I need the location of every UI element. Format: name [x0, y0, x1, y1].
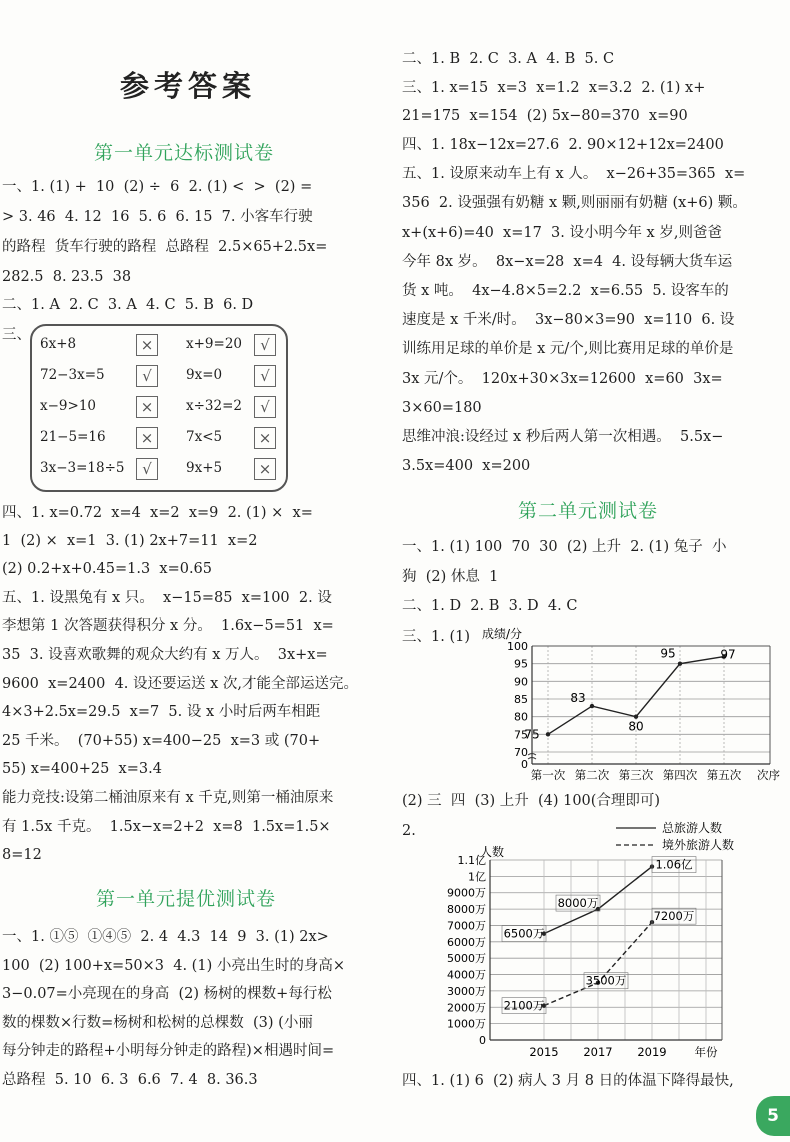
question-label: 2.: [402, 823, 416, 839]
y-tick-label: 80: [514, 710, 528, 724]
y-tick-label: 1000万: [447, 1017, 486, 1031]
x-tick-label: 第三次: [618, 768, 654, 782]
x-tick-label: 2017: [583, 1045, 613, 1059]
text-line: 的路程 货车行驶的路程 总路程 2.5×65+2.5x=: [2, 239, 328, 255]
text-line: 8=12: [2, 847, 42, 863]
text-line: 三、1. x=15 x=3 x=1.2 x=3.2 2. (1) x+: [402, 80, 706, 96]
data-label: 2100万: [503, 998, 545, 1013]
text-line: 四、1. 18x−12x=27.6 2. 90×12+12x=2400: [402, 137, 724, 153]
legend-label: 总旅游人数: [662, 821, 723, 835]
equation: x÷32=2: [186, 398, 243, 414]
data-label: 83: [570, 691, 586, 706]
y-tick-label: 5000万: [447, 952, 486, 966]
text-line: 282.5 8. 23.5 38: [2, 269, 132, 285]
equation: 21−5=16: [40, 429, 106, 445]
y-tick-label: 75: [514, 728, 528, 742]
data-label: 7200万: [653, 909, 695, 924]
mark-box: ×: [136, 396, 158, 418]
text-line: 能力竞技:设第二桶油原来有 x 千克,则第一桶油原来: [2, 790, 334, 806]
text-line: 五、1. 设原来动车上有 x 人。 x−26+35=365 x=: [402, 166, 746, 182]
text-line: 100 (2) 100+x=50×3 4. (1) 小亮出生时的身高×: [2, 958, 345, 974]
mark-box: √: [254, 396, 276, 418]
section-title-unit1-advanced: 第一单元提优测试卷: [96, 888, 277, 910]
data-label: 8000万: [557, 896, 599, 911]
section-label: 三、: [2, 327, 31, 343]
text-line: 356 2. 设强强有奶糖 x 颗,则丽丽有奶糖 (x+6) 颗。: [402, 195, 747, 211]
equation: x−9>10: [40, 398, 97, 414]
data-label: 95: [660, 646, 676, 661]
data-label: 6500万: [503, 926, 545, 941]
mark-box: √: [254, 334, 276, 356]
text-line: 数的棵数×行数=杨树和松树的总棵数 (3) (小丽: [2, 1015, 313, 1031]
text-line: 速度是 x 千米/时。 3x−80×3=90 x=110 6. 设: [402, 312, 735, 328]
axis-label-x: 次序: [757, 768, 780, 782]
text-line: 3×60=180: [402, 400, 482, 416]
x-tick-label: 第一次: [530, 768, 566, 782]
section-label: 三、1. (1): [402, 629, 470, 645]
equation: 7x<5: [186, 429, 223, 445]
equation: 6x+8: [40, 336, 77, 352]
x-tick-label: 第五次: [706, 768, 742, 782]
y-tick-label: 70: [514, 746, 528, 759]
data-point: [546, 732, 550, 736]
mark-box: ×: [136, 334, 158, 356]
text-line: 一、1. (1) 100 70 30 (2) 上升 2. (1) 兔子 小: [402, 539, 727, 555]
y-tick-label: 95: [514, 657, 528, 671]
y-tick-label: 6000万: [447, 935, 486, 949]
text-line: 五、1. 设黑兔有 x 只。 x−15=85 x=100 2. 设: [2, 590, 332, 606]
check-table: [30, 324, 288, 492]
y-tick-label: 7000万: [447, 919, 486, 933]
text-line: 1 (2) × x=1 3. (1) 2x+7=11 x=2: [2, 533, 258, 549]
axis-label-y: 人数: [480, 845, 505, 859]
data-point: [590, 704, 594, 708]
y-tick-label: 85: [514, 693, 528, 706]
x-tick-label: 2015: [529, 1045, 559, 1059]
text-line: 李想第 1 次答题获得积分 x 分。 1.6x−5=51 x=: [2, 618, 334, 634]
text-line: 四、1. (1) 6 (2) 病人 3 月 8 日的体温下降得最快,: [402, 1073, 734, 1089]
text-line: 二、1. A 2. C 3. A 4. C 5. B 6. D: [2, 297, 254, 313]
y-tick-label: 90: [514, 675, 528, 689]
x-tick-label: 第二次: [574, 768, 610, 782]
mark-box: √: [254, 365, 276, 387]
text-line: x+(x+6)=40 x=17 3. 设小明今年 x 岁,则爸爸: [402, 225, 722, 241]
text-line: 一、1. (1) + 10 (2) ÷ 6 2. (1) < > (2) =: [2, 179, 313, 195]
equation: 72−3x=5: [40, 367, 105, 383]
text-line: 二、1. D 2. B 3. D 4. C: [402, 598, 578, 614]
text-line: (2) 三 四 (3) 上升 (4) 100(合理即可): [402, 793, 661, 809]
text-line: 35 3. 设喜欢歌舞的观众大约有 x 万人。 3x+x=: [2, 647, 328, 663]
axis-label-y: 成绩/分: [482, 627, 523, 641]
text-line: 3.5x=400 x=200: [402, 458, 531, 474]
equation: 9x+5: [186, 460, 223, 476]
y-tick-label: 2000万: [447, 1001, 486, 1015]
text-line: (2) 0.2+x+0.45=1.3 x=0.65: [2, 561, 213, 577]
y-tick-label: 0: [479, 1034, 486, 1047]
text-line: 训练用足球的单价是 x 元/个,则比赛用足球的单价是: [402, 341, 734, 357]
text-line: 25 千米。 (70+55) x=400−25 x=3 或 (70+: [2, 733, 321, 749]
mark-box: ×: [136, 427, 158, 449]
mark-box: √: [136, 365, 158, 387]
equation: 9x=0: [186, 367, 223, 383]
y-tick-label: 0: [521, 758, 528, 771]
text-line: 每分钟走的路程+小明每分钟走的路程)×相遇时间=: [2, 1043, 335, 1059]
text-line: 55) x=400+25 x=3.4: [2, 761, 162, 777]
data-label: 1.06亿: [655, 857, 693, 872]
text-line: 四、1. x=0.72 x=4 x=2 x=9 2. (1) × x=: [2, 505, 313, 521]
data-point: [634, 714, 638, 718]
text-line: 4×3+2.5x=29.5 x=7 5. 设 x 小时后两车相距: [2, 704, 321, 720]
y-tick-label: 1.1亿: [457, 854, 486, 867]
text-line: 总路程 5. 10 6. 3 6.6 7. 4 8. 36.3: [2, 1072, 258, 1088]
data-label: 75: [524, 727, 540, 742]
y-tick-label: 100: [507, 640, 528, 653]
score-line-chart: [482, 624, 782, 784]
y-tick-label: 3000万: [447, 984, 486, 998]
data-label: 3500万: [585, 973, 627, 988]
text-line: 21=175 x=154 (2) 5x−80=370 x=90: [402, 108, 688, 124]
mark-box: ×: [254, 458, 276, 480]
text-line: 二、1. B 2. C 3. A 4. B 5. C: [402, 51, 615, 67]
text-line: 一、1. ①⑤ ①④⑤ 2. 4 4.3 14 9 3. (1) 2x>: [2, 929, 329, 945]
equation: 3x−3=18÷5: [40, 460, 125, 476]
section-title-unit1: 第一单元达标测试卷: [94, 142, 275, 164]
page-number: 5: [756, 1096, 790, 1136]
text-line: > 3. 46 4. 12 16 5. 6 6. 15 7. 小客车行驶: [2, 209, 313, 225]
y-tick-label: 4000万: [447, 968, 486, 982]
y-tick-label: 9000万: [447, 886, 486, 900]
legend-label: 境外旅游人数: [662, 838, 735, 852]
text-line: 有 1.5x 千克。 1.5x−x=2+2 x=8 1.5x=1.5×: [2, 819, 331, 835]
y-tick-label: 8000万: [447, 903, 486, 917]
axis-label-x: 年份: [694, 1045, 718, 1059]
text-line: 今年 8x 岁。 8x−x=28 x=4 4. 设每辆大货车运: [402, 254, 733, 270]
data-label: 80: [628, 719, 644, 734]
page-title: 参考答案: [120, 69, 257, 103]
section-title-unit2: 第二单元测试卷: [518, 500, 659, 522]
mark-box: ×: [254, 427, 276, 449]
x-tick-label: 第四次: [662, 768, 698, 782]
text-line: 3−0.07=小亮现在的身高 (2) 杨树的棵数+每行松: [2, 986, 332, 1002]
x-tick-label: 2019: [637, 1045, 667, 1059]
text-line: 思维冲浪:设经过 x 秒后两人第一次相遇。 5.5x−: [402, 429, 724, 445]
y-tick-label: 1亿: [468, 870, 486, 884]
equation: x+9=20: [186, 336, 243, 352]
mark-box: √: [136, 458, 158, 480]
data-label: 97: [720, 647, 736, 662]
text-line: 3x 元/个。 120x+30×3x=12600 x=60 3x=: [402, 371, 723, 387]
tourism-line-chart: [440, 818, 770, 1066]
text-line: 9600 x=2400 4. 设还要运送 x 次,才能全部运送完。: [2, 676, 359, 692]
text-line: 货 x 吨。 4x−4.8×5=2.2 x=6.55 5. 设客车的: [402, 283, 729, 299]
text-line: 狗 (2) 休息 1: [402, 569, 499, 585]
data-point: [678, 661, 682, 665]
